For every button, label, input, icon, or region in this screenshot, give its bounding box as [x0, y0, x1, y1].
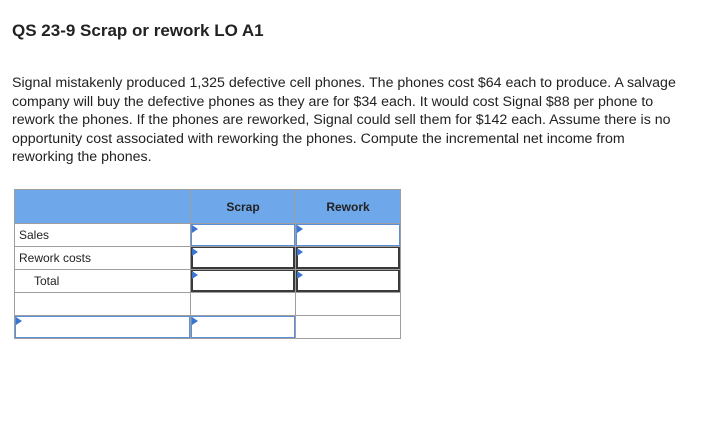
result-label-input[interactable]	[15, 316, 190, 338]
total-rework-input[interactable]	[296, 270, 400, 292]
cell-total-scrap	[191, 270, 296, 293]
sales-scrap-input[interactable]	[191, 224, 295, 246]
header-scrap: Scrap	[191, 190, 296, 224]
table-row-spacer	[15, 293, 401, 316]
problem-text: Signal mistakenly produced 1,325 defective cell phones. The phones cost $64 each to produce. A salvage company will buy the defective phones as they are for $34 each. It would cost Signal $88 per phone to rework the phones. If the phones are reworked, Signal could sell them for $142 each. Assume there is no opportunity cost associated with reworking the phones. Compute the incremental net income from reworking the phones.	[12, 75, 676, 166]
cell-sales-rework	[296, 224, 401, 247]
spacer-cell	[296, 293, 401, 316]
total-scrap-input[interactable]	[191, 270, 295, 292]
cell-result-scrap	[191, 316, 296, 339]
cell-total-rework	[296, 270, 401, 293]
row-label-rework-costs: Rework costs	[15, 247, 191, 270]
table-row-sales	[15, 224, 401, 247]
row-label-sales: Sales	[15, 224, 191, 247]
sales-rework-input[interactable]	[296, 224, 400, 246]
spacer-cell	[15, 293, 191, 316]
cell-sales-scrap	[191, 224, 296, 247]
cell-result-rework	[296, 316, 401, 339]
table-row-result	[15, 316, 401, 339]
table-row-total	[15, 270, 401, 293]
cell-rework-costs-scrap	[191, 247, 296, 270]
table-row-rework-costs	[15, 247, 401, 270]
cell-rework-costs-rework	[296, 247, 401, 270]
question-title: QS 23-9 Scrap or rework LO A1	[12, 21, 264, 40]
cell-result-label	[15, 316, 191, 339]
rework-costs-rework-input[interactable]	[296, 247, 400, 269]
header-blank	[15, 190, 191, 224]
row-label-total: Total	[15, 270, 191, 293]
rework-costs-scrap-input[interactable]	[191, 247, 295, 269]
scrap-rework-table	[14, 189, 401, 339]
result-scrap-input[interactable]	[191, 316, 295, 338]
header-rework: Rework	[296, 190, 401, 224]
table-header-row	[15, 190, 401, 224]
spacer-cell	[191, 293, 296, 316]
